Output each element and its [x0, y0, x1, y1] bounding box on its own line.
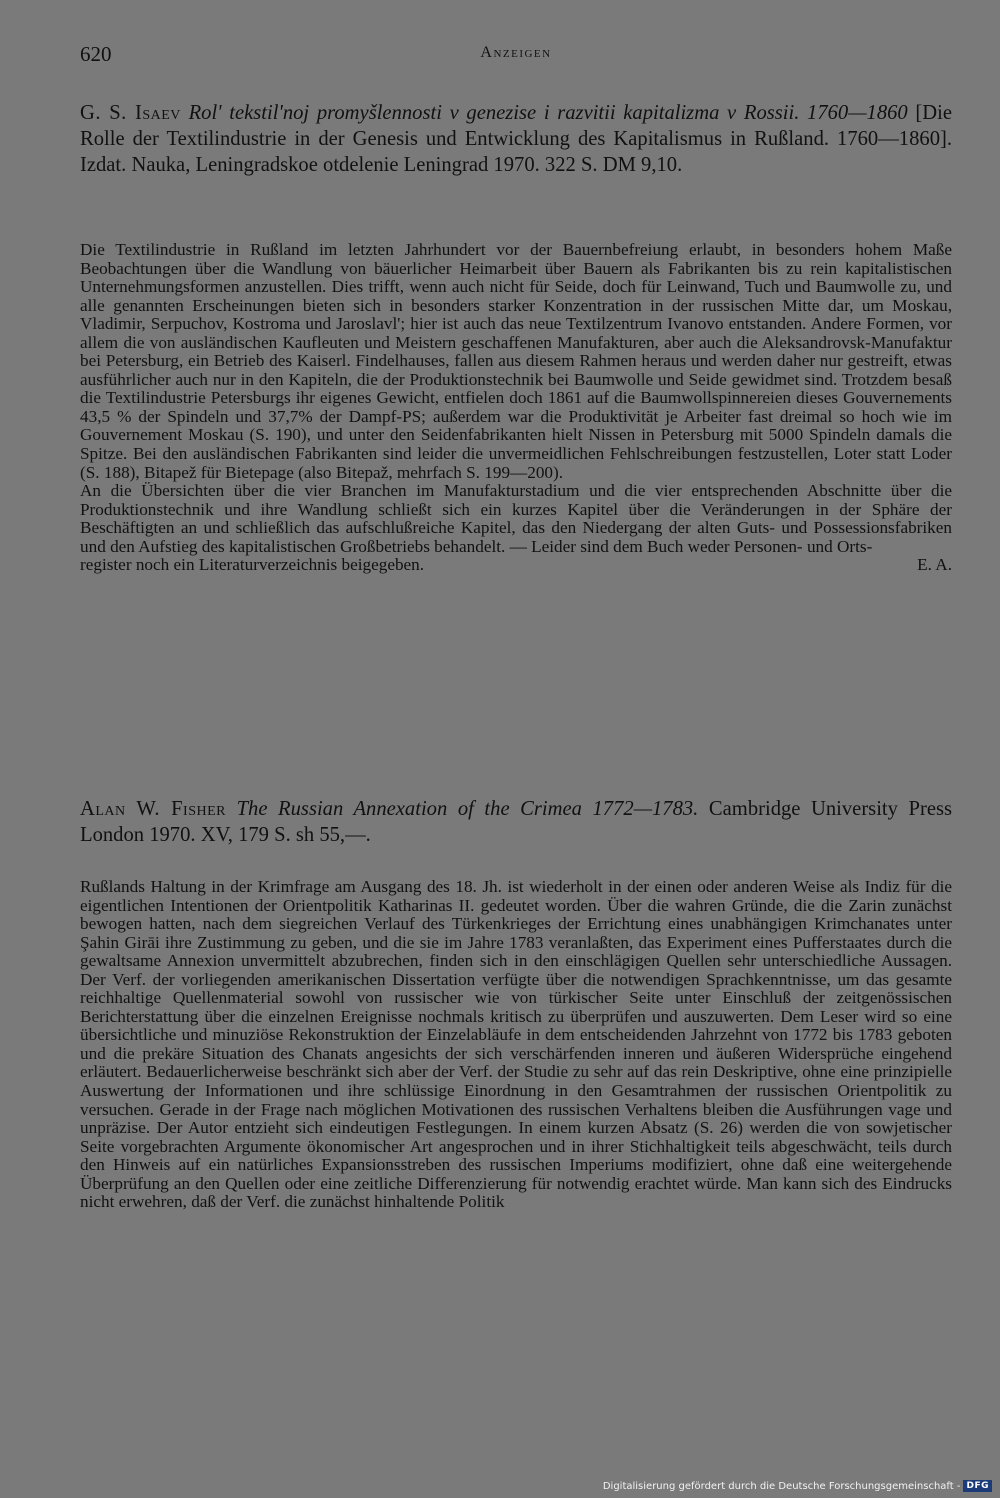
- review-author: Alan W. Fisher: [80, 798, 227, 820]
- review-paragraph: Rußlands Haltung in der Krimfrage am Ausgang des 18. Jh. ist wiederholt in der einen oder anderen Weise als Indiz für die eigentlichen Intentionen der Orientpolitik Katharinas II. gedeutet worden. Über die wahren Gründe, die die Zarin zunächst bewogen hatten, nach dem siegreichen Verlauf des Türkenkrieges der Errichtung eines unabhängigen Krimchanates unter Şahin Girāi ihre Zustimmung zu geben, und die sie im Jahre 1783 veranlaßten, das Experiment eines Pufferstaates durch die gewaltsame Annexion unvermittelt abzubrechen, finden sich in den einschlägigen Quellen sehr unterschiedliche Aussagen. Der Verf. der vorliegenden amerikanischen Dissertation verfügte über die notwendigen Sprachkenntnisse, um das gesamte reichhaltige Quellenmaterial sowohl von russischer wie von türkischer Seite unter Einschluß der zeitgenössischen Berichterstattung über die einzelnen Ereignisse nochmals kritisch zu überprüfen und auszuwerten. Dem Leser wird so eine übersichtliche und minuziöse Rekonstruktion der Einzelabläufe in dem entscheidenden Jahrzehnt von 1772 bis 1783 geboten und die prekäre Situation des Chanats angesichts der sich verschärfenden inneren und äußeren Widersprüche eingehend erläutert. Bedauerlicherweise beschränkt sich aber der Verf. der Studie zu sehr auf das rein Deskriptive, ohne eine prinzipielle Auswertung der Informationen und ihre schlüssige Einordnung in den Gesamtrahmen der russischen Orientpolitik zu versuchen. Gerade in der Frage nach möglichen Motivationen des russischen Verhaltens bleiben die Ausführungen vage und unpräzise. Der Autor entzieht sich eindeutigen Festlegungen. In einem kurzen Absatz (S. 26) werden die von sowjetischer Seite vorgebrachten Argumente ökonomischer Art angesprochen und in ihrer Stichhaltigkeit teils abgeschwächt, teils durch den Hinweis auf ein natürliches Expansionsstreben des russischen Imperiums modifiziert, ohne daß eine weitergehende Überprüfung an den Quellen oder eine zeitliche Differenzierung für notwendig erachtet würde. Man kann sich des Eindrucks nicht erwehren, daß der Verf. die zunächst hinhaltende Politik: [80, 877, 952, 1212]
- review-author: G. S. Isaev: [80, 102, 181, 124]
- page-header: [80, 42, 952, 72]
- review-paragraph-end: register noch ein Literaturverzeichnis beigegeben.: [80, 555, 425, 575]
- review-isaev: [80, 100, 952, 178]
- publication-details: [Die Rolle der Textilindustrie in der Genesis und Entwicklung des Kapitalismus in Rußland. 1760—1860]. Izdat. Nauka, Leningradskoe otdelenie Leningrad 1970. 322 S. DM 9,10.: [80, 102, 952, 176]
- closing-line: [80, 556, 952, 575]
- page-number: 620: [80, 42, 112, 66]
- publication-details: Cambridge University Press London 1970. XV, 179 S. sh 55,—.: [80, 798, 952, 846]
- review-paragraph: An die Übersichten über die vier Branchen im Manufakturstadium und die vier entsprechenden Abschnitte über die Produktionstechnik und ihre Wandlung schließt sich ein kurzes Kapitel über die Veränderungen in der Sphäre der Beschäftigten an und schließlich das aufschlußreiche Kapitel, das den Niedergang der alten Guts- und Possessionsfabriken und den Aufstieg des kapitalistischen Großbetriebs behandelt. — Leider sind dem Buch weder Personen- und Orts-: [80, 481, 952, 556]
- review-fisher: [80, 796, 952, 848]
- review-fisher-body: [80, 878, 952, 1212]
- book-title: The Russian Annexation of the Crimea 1772—1783.: [236, 798, 699, 820]
- reviewer-signature: E. A.: [917, 555, 952, 575]
- citation-fisher: [80, 796, 952, 848]
- dfg-logo: DFG: [963, 1480, 992, 1492]
- review-paragraph: Die Textilindustrie in Rußland im letzten Jahrhundert vor der Bauernbefreiung erlaubt, in besonders hohem Maße Beobachtungen über die Wandlung von bäuerlicher Heimarbeit über Bauern als Fabrikanten bis zu rein kapitalistischen Unternehmungsformen anzustellen. Dies trifft, wenn auch nicht für Seide, doch für Leinwand, Tuch und Baumwolle zu, und alle genannten Erscheinungen bieten sich in besonders starker Konzentration in der russischen Mitte dar, um Moskau, Vladimir, Serpuchov, Kostroma und Jaroslavl'; hier ist auch das neue Textilzentrum Ivanovo entstanden. Andere Formen, vor allem die von ausländischen Kaufleuten und Meistern geschaffenen Manufakturen, aber auch die Aleksandrovsk-Manufaktur bei Petersburg, ein Betrieb des Kaiserl. Findelhauses, fallen aus diesem Rahmen heraus und werden daher nur gestreift, etwas ausführlicher auch nur in den Kapiteln, die der Produktionstechnik bei Baumwolle und Seide gewidmet sind. Trotzdem besaß die Textilindustrie Petersburgs ihr eigenes Gewicht, entfielen doch 1861 auf die Baumwollspinnereien dieses Gouvernements 43,5 % der Spindeln und 37,7% der Dampf-PS; außerdem war die Produktivität je Arbeiter fast dreimal so hoch wie im Gouvernement Moskau (S. 190), und unter den Seidenfabrikanten hielt Nissen in Petersburg mit 5000 Spindeln damals die Spitze. Bei den ausländischen Fabrikanten sind leider die unvermeidlichen Fehlschreibungen festzustellen, Loter statt Loder (S. 188), Bitapež für Bietepage (also Bitepaž, mehrfach S. 199—200).: [80, 240, 952, 482]
- review-isaev-body: [80, 241, 952, 575]
- running-title: Anzeigen: [480, 44, 552, 61]
- citation-isaev: [80, 100, 952, 178]
- book-title: Rol' tekstil'noj promyšlennosti v genezise i razvitii kapitalizma v Rossii. 1760—1860: [188, 102, 908, 124]
- digitization-footer: [603, 1480, 992, 1492]
- footer-text: Digitalisierung gefördert durch die Deutsche Forschungsgemeinschaft -: [602, 1480, 961, 1492]
